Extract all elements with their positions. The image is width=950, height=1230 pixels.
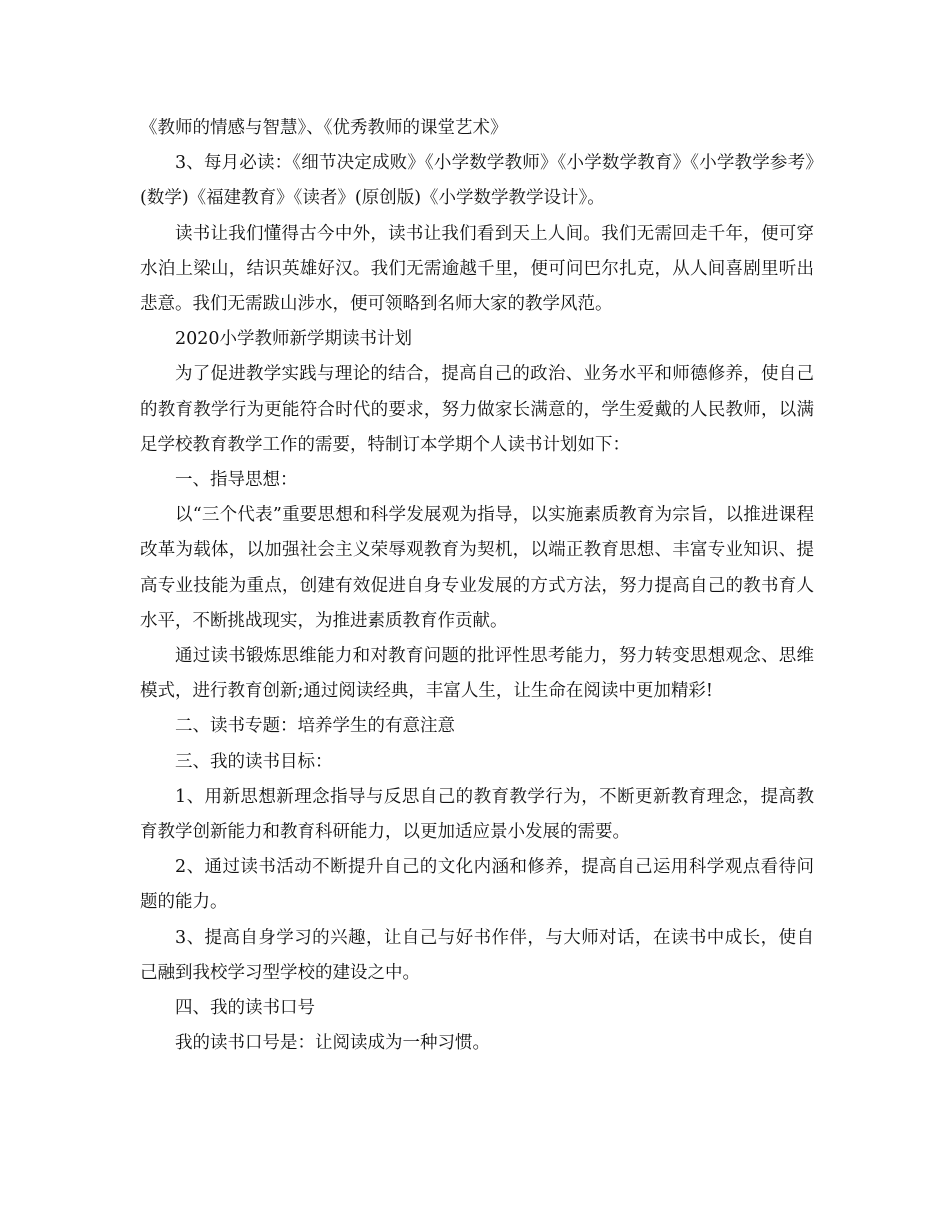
- heading-reading-slogan: 四、我的读书口号: [175, 998, 315, 1019]
- paragraph-monthly-reading: 3、每月必读：《细节决定成败》《小学数学教师》《小学数学教育》《小学教学参考》(数学)《福建教育》《读者》(原创版)《小学数学教学设计》。: [140, 153, 814, 209]
- paragraph-book-list-continued: 《教师的情感与智慧》、《优秀教师的课堂艺术》: [140, 118, 508, 138]
- paragraph-reading-slogan: 我的读书口号是：让阅读成为一种习惯。: [175, 1033, 490, 1054]
- heading-guiding-ideology: 一、指导思想：: [175, 470, 298, 491]
- goal-item-1: 1、用新思想新理念指导与反思自己的教育教学行为，不断更新教育理念，提高教育教学创新能力和教育科研能力，以更加适应景小发展的需要。: [140, 786, 814, 843]
- paragraph-guiding-ideology: 以“三个代表”重要思想和科学发展观为指导，以实施素质教育为宗旨，以推进课程改革为载体，以加强社会主义荣辱观教育为契机，以端正教育思想、丰富专业知识、提高专业技能为重点，创建有效促进自身专业发展的方式方法，努力提高自己的教书育人水平，不断挑战现实，为推进素质教育作贡献。: [140, 505, 814, 631]
- section-title: 2020小学教师新学期读书计划: [175, 329, 413, 350]
- paragraph-introduction: 为了促进教学实践与理论的结合，提高自己的政治、业务水平和师德修养，使自己的教育教学行为更能符合时代的要求，努力做家长满意的，学生爱戴的人民教师，以满足学校教育教学工作的需要，特制订本学期个人读书计划如下：: [140, 364, 814, 455]
- paragraph-thinking-ability: 通过读书锻炼思维能力和对教育问题的批评性思考能力，努力转变思想观念、思维模式，进行教育创新;通过阅读经典，丰富人生，让生命在阅读中更加精彩!: [140, 646, 814, 702]
- goal-item-2: 2、通过读书活动不断提升自己的文化内涵和修养，提高自己运用科学观点看待问题的能力。: [140, 857, 814, 913]
- paragraph-reading-benefits: 读书让我们懂得古今中外，读书让我们看到天上人间。我们无需回走千年，便可穿水泊上梁山，结识英雄好汉。我们无需逾越千里，便可问巴尔扎克，从人间喜剧里听出悲意。我们无需跋山涉水，便可领略到名师大家的教学风范。: [140, 223, 814, 315]
- heading-reading-topic: 二、读书专题：培养学生的有意注意: [175, 716, 455, 737]
- heading-reading-goals: 三、我的读书目标：: [175, 751, 333, 772]
- goal-item-3: 3、提高自身学习的兴趣，让自己与好书作伴，与大师对话，在读书中成长，使自己融到我校学习型学校的建设之中。: [140, 927, 814, 983]
